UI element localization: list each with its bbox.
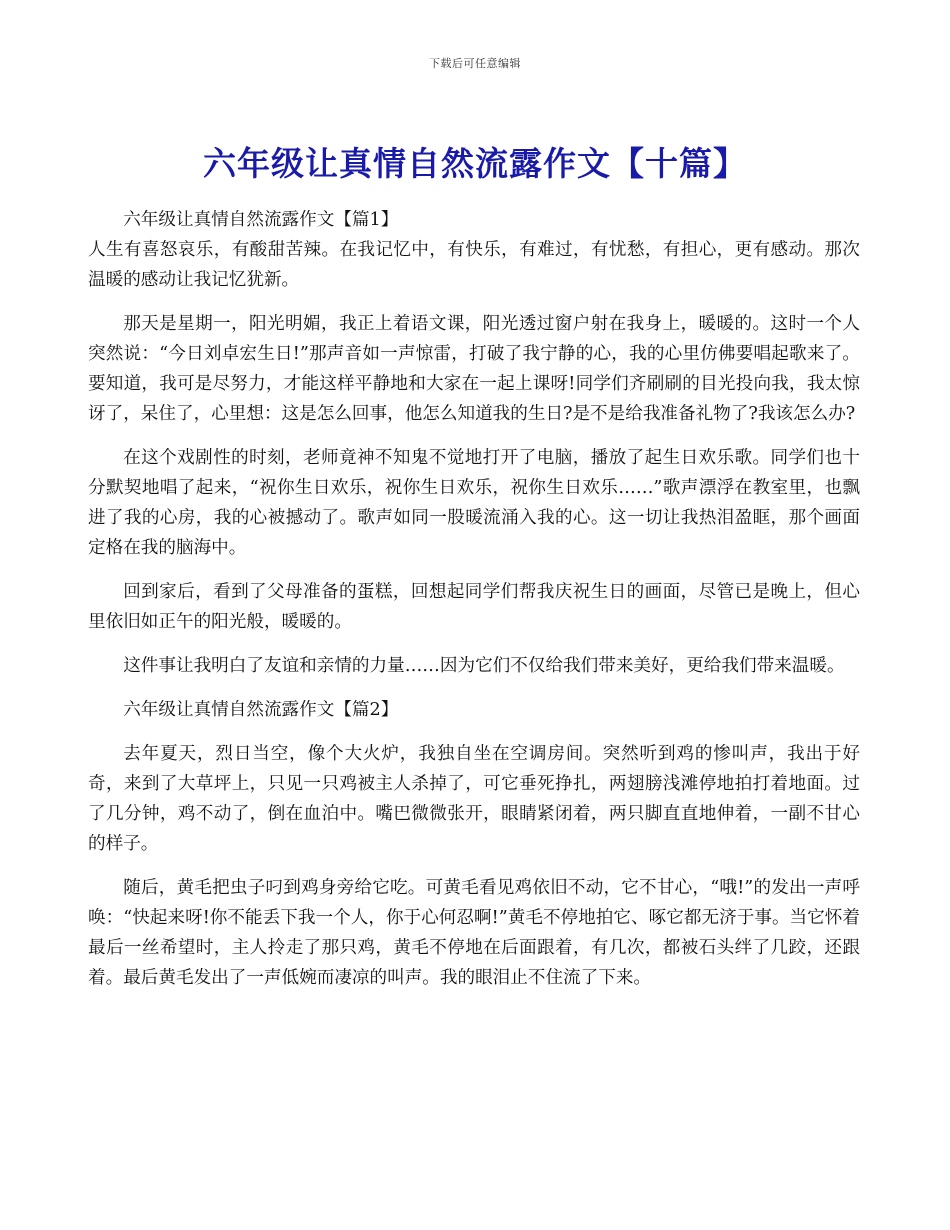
paragraph: 人生有喜怒哀乐，有酸甜苦辣。在我记忆中，有快乐，有难过，有忧愁，有担心，更有感动。那次温暖的感动让我记忆犹新。 [88,240,860,290]
document-title: 六年级让真情自然流露作文【十篇】 [203,144,747,183]
paragraph: 这件事让我明白了友谊和亲情的力量……因为它们不仅给我们带来美好，更给我们带来温暖。 [123,656,845,676]
section-heading: 六年级让真情自然流露作文【篇1】 [123,210,399,230]
document-body [88,205,860,1007]
paragraph: 那天是星期一，阳光明媚，我正上着语文课，阳光透过窗户射在我身上，暖暖的。这时一个人突然说：“今日刘卓宏生日!”那声音如一声惊雷，打破了我宁静的心，我的心里仿佛要唱起歌来了。要知道，我可是尽努力，才能这样平静地和大家在一起上课呀!同学们齐刷刷的目光投向我，我太惊讶了，呆住了，心里想：这是怎么回事，他怎么知道我的生日?是不是给我准备礼物了?我该怎么办? [88,314,860,424]
paragraph: 随后，黄毛把虫子叼到鸡身旁给它吃。可黄毛看见鸡依旧不动，它不甘心，“哦!”的发出一声呼唤：“快起来呀!你不能丢下我一个人，你于心何忍啊!”黄毛不停地拍它、啄它都无济于事。当它怀着最后一丝希望时，主人拎走了那只鸡，黄毛不停地在后面跟着，有几次，都被石头绊了几跤，还跟着。最后黄毛发出了一声低婉而凄凉的叫声。我的眼泪止不住流了下来。 [88,878,860,988]
header-note: 下载后可任意编辑 [429,57,521,70]
paragraph: 回到家后，看到了父母准备的蛋糕，回想起同学们帮我庆祝生日的画面，尽管已是晚上，但心里依旧如正午的阳光般，暖暖的。 [88,582,860,632]
paragraph: 去年夏天，烈日当空，像个大火炉，我独自坐在空调房间。突然听到鸡的惨叫声，我出于好奇，来到了大草坪上，只见一只鸡被主人杀掉了，可它垂死挣扎，两翅膀浅滩停地拍打着地面。过了几分钟，鸡不动了，倒在血泊中。嘴巴微微张开，眼睛紧闭着，两只脚直直地伸着，一副不甘心的样子。 [88,744,860,854]
section-heading: 六年级让真情自然流露作文【篇2】 [123,700,399,720]
paragraph: 在这个戏剧性的时刻，老师竟神不知鬼不觉地打开了电脑，播放了起生日欢乐歌。同学们也十分默契地唱了起来，“祝你生日欢乐，祝你生日欢乐，祝你生日欢乐……”歌声漂浮在教室里，也飘进了我的心房，我的心被撼动了。歌声如同一股暖流涌入我的心。这一切让我热泪盈眶，那个画面定格在我的脑海中。 [88,448,860,558]
